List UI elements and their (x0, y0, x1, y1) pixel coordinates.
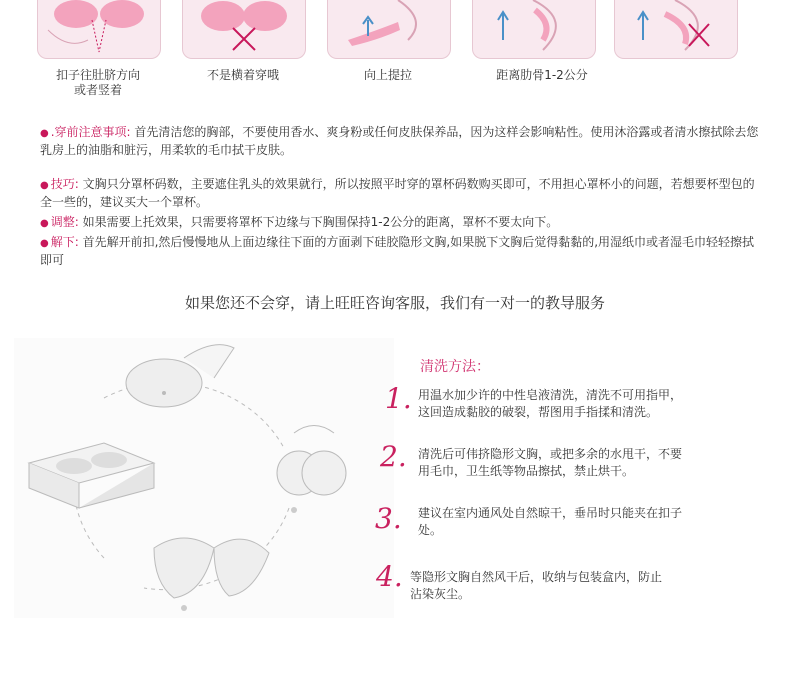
wash-step-number: 1. (385, 382, 412, 415)
wash-step-text (418, 446, 708, 480)
tip-text: 如果需要上托效果，只需要将罩杯下边缘与下胸围保持1-2公分的距离，罩杯不要太向下。 (82, 215, 559, 229)
tip-label: .穿前注意事项: (50, 125, 131, 139)
tip-technique (40, 176, 760, 211)
step-caption-4 (472, 68, 612, 83)
wash-step-text (410, 569, 700, 603)
caption-line: 距离肋骨1-2公分 (496, 68, 588, 82)
wash-step-number: 2. (380, 440, 407, 473)
wash-step-line: 沾染灰尘。 (410, 587, 471, 601)
wearing-illustration-icon (38, 0, 160, 58)
tip-text: 首先解开前扣,然后慢慢地从上面边缘往下面的方面剥下硅胶隐形文胸,如果脱下文胸后觉得黏黏的,用湿纸巾或者湿毛巾轻轻擦拭即可 (40, 235, 755, 267)
caption-line: 扣子往肚脐方向 (55, 68, 140, 82)
lift-up-icon (328, 0, 450, 58)
tip-remove (40, 234, 760, 269)
wash-step-line: 清洗后可伟挤隐形文胸，或把多余的水甩干，不要 (418, 447, 683, 461)
tip-label: 调整: (50, 215, 79, 229)
wrong-way-icon (183, 0, 305, 58)
rib-distance-icon (473, 0, 595, 58)
step-panel-rib-distance (472, 0, 596, 59)
wash-step-line: 建议在室内通风处自然晾干，垂吊时只能夹在扣子 (418, 506, 683, 520)
bullet-icon: ● (40, 180, 49, 191)
bullet-icon: ● (40, 128, 49, 139)
tip-label: 解下: (50, 235, 79, 249)
step-panel-not-horizontal (182, 0, 306, 59)
caption-line: 向上提拉 (363, 68, 412, 82)
step-panel-lift-up (327, 0, 451, 59)
washing-cycle-illustration-icon (14, 338, 394, 638)
tip-text: 首先清洁您的胸部，不要使用香水、爽身粉或任何皮肤保养品，因为这样会影响粘性。使用沐浴露或者清水擦拭除去您乳房上的油脂和脏污，用柔软的毛巾拭干皮肤。 (40, 125, 759, 157)
step-caption-3 (327, 68, 449, 83)
bullet-icon: ● (40, 238, 49, 249)
wash-step-line: 等隐形文胸自然风干后，收纳与包装盒内，防止 (410, 570, 663, 584)
step-caption-1 (37, 68, 159, 98)
wash-step-line: 用毛巾，卫生纸等物品擦拭，禁止烘干。 (418, 464, 635, 478)
bullet-icon: ● (40, 218, 49, 229)
tip-text: 文胸只分罩杯码数，主要遮住乳头的效果就行，所以按照平时穿的罩杯码数购买即可，不用担心罩杯小的问题，若想要杯型包的全一些的，建议买大一个罩杯。 (40, 177, 755, 209)
wash-step-text (418, 387, 708, 421)
step-caption-2 (182, 68, 304, 83)
tip-adjust (40, 214, 760, 232)
tip-precautions (40, 124, 760, 159)
wash-step-line: 用温水加少许的中性皂液清洗，清洗不可用指甲， (418, 388, 683, 402)
wash-step-number: 4. (376, 560, 403, 593)
service-headline: 如果您还不会穿，请上旺旺咨询客服，我们有一对一的教导服务 (184, 294, 605, 312)
wash-step-text (418, 505, 708, 539)
caption-line: 不是横着穿哦 (206, 68, 279, 82)
caption-line: 或者竖着 (73, 83, 122, 97)
step-panel-buttons-direction (37, 0, 161, 59)
wash-step-line: 这回造成黏胶的破裂，帮图用手指揉和清洗。 (418, 405, 659, 419)
wrong-placement-icon (615, 0, 737, 58)
tip-label: 技巧: (50, 177, 79, 191)
washing-title: 清洗方法： (420, 359, 490, 375)
wash-step-line: 处。 (418, 523, 443, 537)
step-panel-wrong-placement (614, 0, 738, 59)
wearing-steps-strip (0, 0, 790, 95)
wash-step-number: 3. (375, 502, 402, 535)
